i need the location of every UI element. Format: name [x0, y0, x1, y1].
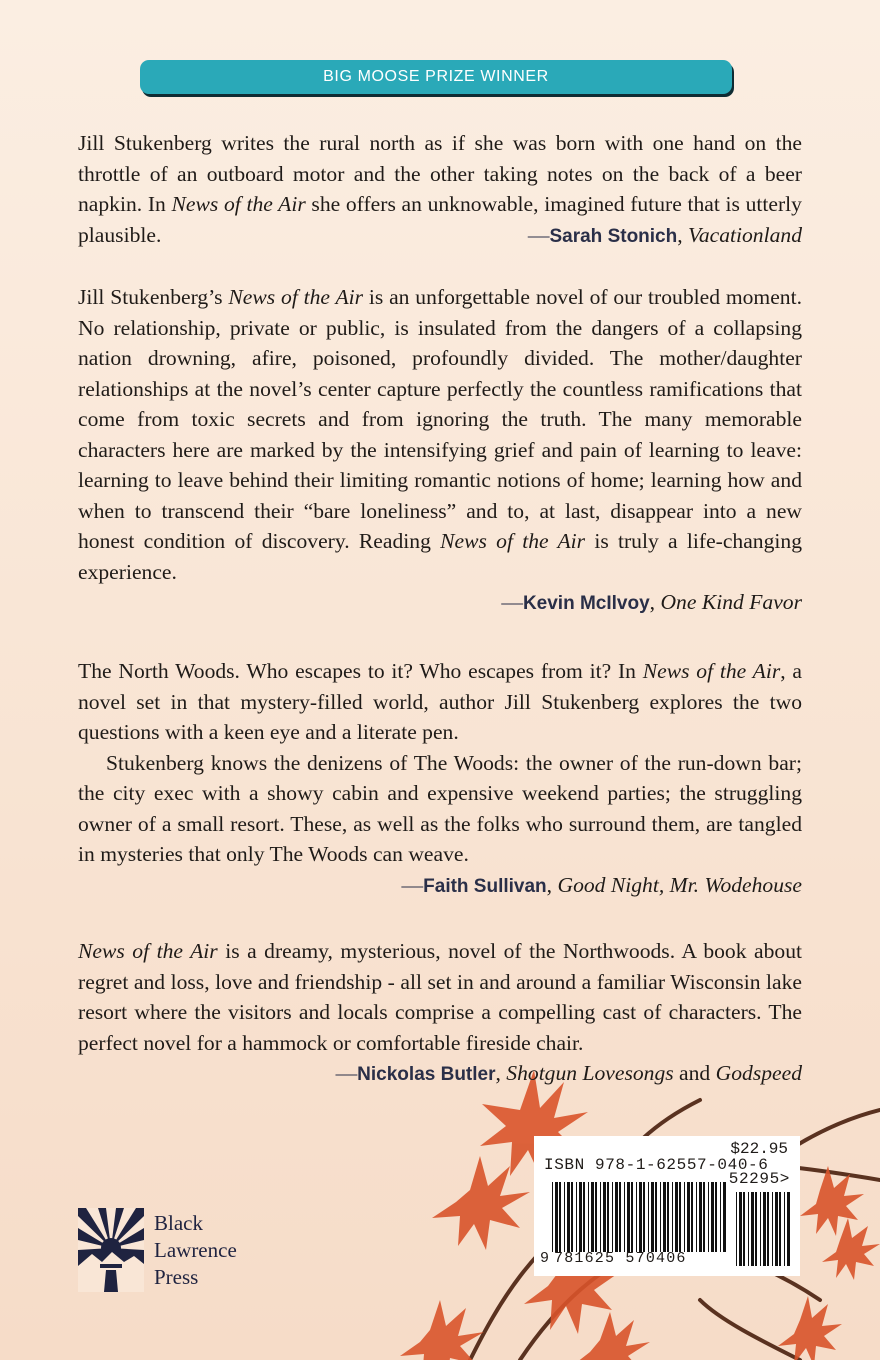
ean-remaining-digits: 781625 570406	[554, 1250, 687, 1267]
barcode-bar	[723, 1182, 726, 1252]
price: $22.95	[730, 1140, 788, 1158]
blurb-text: Jill Stukenberg’s	[78, 285, 229, 309]
blurb-text: Jill Stukenberg writes the rural north as if she was born with one hand on the throttle of an outboard motor and the other taking notes on the back of a beer napkin. In	[78, 131, 802, 216]
barcode-bar	[619, 1182, 621, 1252]
attribution	[528, 220, 802, 253]
book-title: News of the Air	[78, 939, 218, 963]
barcode-bar	[715, 1182, 717, 1252]
barcode-bar	[696, 1182, 697, 1252]
book-title: News of the Air	[440, 529, 586, 553]
blurb-text: Stukenberg knows the denizens of The Woods: the owner of the run-down bar; the city exec with a showy cabin and expensive weekend parties; the struggling owner of a small resort. These, as well as the folks who surround them, are tangled in mysteries that only The Woods can weave.	[78, 750, 802, 866]
barcode-bar	[552, 1182, 553, 1252]
barcode-bar	[779, 1192, 781, 1266]
attribution	[78, 870, 802, 903]
barcode-bar	[591, 1182, 594, 1252]
barcode-bar	[615, 1182, 618, 1252]
barcode-bar	[648, 1182, 649, 1252]
attribution	[336, 1058, 802, 1091]
barcode-bar	[595, 1182, 597, 1252]
publisher-line: Lawrence	[154, 1238, 237, 1262]
barcode-bar	[743, 1192, 745, 1266]
blurb-text: is a dreamy, mysterious, novel of the Northwoods. A book about regret and loss, love and friendship - all set in and around a familiar Wisconsin lake resort where the visitors and locals comprise a compelling cast of characters. The perfect novel for a hammock or comfortable fireside chair.	[78, 939, 802, 1055]
barcode-bar	[571, 1182, 573, 1252]
barcode-bar	[639, 1182, 642, 1252]
blurb-text: The North Woods. Who escapes to it? Who escapes from it? In	[78, 659, 643, 683]
barcode-bar	[624, 1182, 625, 1252]
barcode-bar	[755, 1192, 757, 1266]
barcode-bar	[660, 1182, 661, 1252]
barcode-bar	[564, 1182, 565, 1252]
barcode-bar	[559, 1182, 561, 1252]
barcode-bar	[607, 1182, 609, 1252]
author-book: Vacationland	[688, 222, 802, 247]
attribution-separator: ,	[546, 872, 558, 897]
blurb-text: is truly a life-changing experience.	[78, 529, 802, 584]
author-book: Good Night, Mr. Wodehouse	[557, 872, 802, 897]
attribution-dash: —	[501, 590, 523, 614]
barcode-bar	[588, 1182, 589, 1252]
barcode-bar	[748, 1192, 749, 1266]
author-name: Sarah Stonich	[549, 225, 678, 247]
barcode-bar	[555, 1182, 558, 1252]
isbn-barcode	[534, 1136, 800, 1276]
publisher-line: Black	[154, 1211, 203, 1235]
barcode-bar	[612, 1182, 613, 1252]
attribution-dash: —	[401, 872, 424, 897]
isbn-number: ISBN 978-1-62557-040-6	[544, 1156, 769, 1174]
barcode-bar	[784, 1192, 785, 1266]
author-book: Godspeed	[715, 1061, 802, 1085]
addon-code: 52295>	[728, 1170, 790, 1188]
barcode-bar	[763, 1192, 766, 1266]
prize-banner	[140, 60, 732, 94]
attribution-dash: —	[527, 222, 550, 247]
barcode-bar	[679, 1182, 681, 1252]
blurb-mcilvoy	[78, 282, 802, 620]
barcode-bar	[583, 1182, 585, 1252]
blurb-butler	[78, 936, 802, 1091]
barcode-bar	[567, 1182, 570, 1252]
author-name: Nickolas Butler	[357, 1064, 496, 1085]
blurb-sullivan	[78, 656, 802, 902]
barcode-bar	[600, 1182, 601, 1252]
author-name: Faith Sullivan	[423, 875, 547, 897]
barcode-bar	[675, 1182, 678, 1252]
attribution	[78, 587, 802, 620]
barcode-bar	[576, 1182, 577, 1252]
author-book: One Kind Favor	[660, 590, 802, 614]
barcode-bar	[739, 1192, 742, 1266]
barcode-bar	[720, 1182, 721, 1252]
barcode-bar	[643, 1182, 645, 1252]
barcode-bar	[708, 1182, 709, 1252]
book-title: News of the Air	[171, 192, 306, 216]
ean-first-digit: 9	[540, 1250, 550, 1267]
barcode-bar	[767, 1192, 769, 1266]
prize-banner-label: BIG MOOSE PRIZE WINNER	[323, 68, 549, 85]
book-title: News of the Air	[228, 285, 364, 309]
barcode-bar	[579, 1182, 582, 1252]
barcode-bar	[603, 1182, 606, 1252]
barcode-bar	[636, 1182, 637, 1252]
barcode-bar	[787, 1192, 790, 1266]
publisher-name	[154, 1210, 237, 1291]
barcode-bar	[672, 1182, 673, 1252]
barcode-bar	[699, 1182, 702, 1252]
barcode-bar	[684, 1182, 685, 1252]
barcode-bar	[772, 1192, 773, 1266]
barcode-bar	[703, 1182, 705, 1252]
barcode-bar	[663, 1182, 666, 1252]
attribution-dash: —	[335, 1061, 358, 1085]
barcode-bar	[687, 1182, 690, 1252]
publisher-line: Press	[154, 1265, 199, 1289]
barcode-bar	[631, 1182, 633, 1252]
barcode-bar	[667, 1182, 669, 1252]
author-name: Kevin McIlvoy	[522, 593, 650, 614]
barcode-bar	[627, 1182, 630, 1252]
blurb-text: she offers an unknowable, imagined future that is utterly plausible.	[78, 192, 802, 247]
barcode-bar	[651, 1182, 654, 1252]
attribution-separator: ,	[495, 1061, 507, 1085]
barcode-bar	[775, 1192, 778, 1266]
attribution-separator: ,	[677, 222, 689, 247]
barcode-bar	[751, 1192, 754, 1266]
author-book: Shotgun Lovesongs	[506, 1061, 674, 1085]
barcode-bar	[691, 1182, 693, 1252]
book-title: News of the Air	[642, 659, 781, 683]
barcode-bar	[736, 1192, 737, 1266]
publisher-sunburst-logo-icon	[78, 1208, 144, 1292]
blurb-text: is an unforgettable novel of our troubled moment. No relationship, private or public, is insulated from the dangers of a collapsing nation drowning, afire, poisoned, profoundly divided. The mother/daughter relationships at the novel’s center capture perfectly the countless ramifications that come from toxic secrets and from ignoring the truth. The many memorable characters here are marked by the intensifying grief and pain of learning to leave: learning to leave behind their limiting romantic notions of home; learning how and when to transcend their “bare loneliness” and to, at last, disappear into a new honest condition of discovery. Reading	[78, 285, 802, 553]
blurb-stonich	[78, 128, 802, 252]
barcode-bar	[711, 1182, 714, 1252]
attribution-separator: ,	[649, 590, 661, 614]
barcode-bar	[760, 1192, 761, 1266]
blurb-text: , a novel set in that mystery-filled world, author Jill Stukenberg explores the two questions with a keen eye and a literate pen.	[78, 659, 802, 744]
attribution-conjunction: and	[673, 1061, 716, 1085]
barcode-bar	[655, 1182, 657, 1252]
